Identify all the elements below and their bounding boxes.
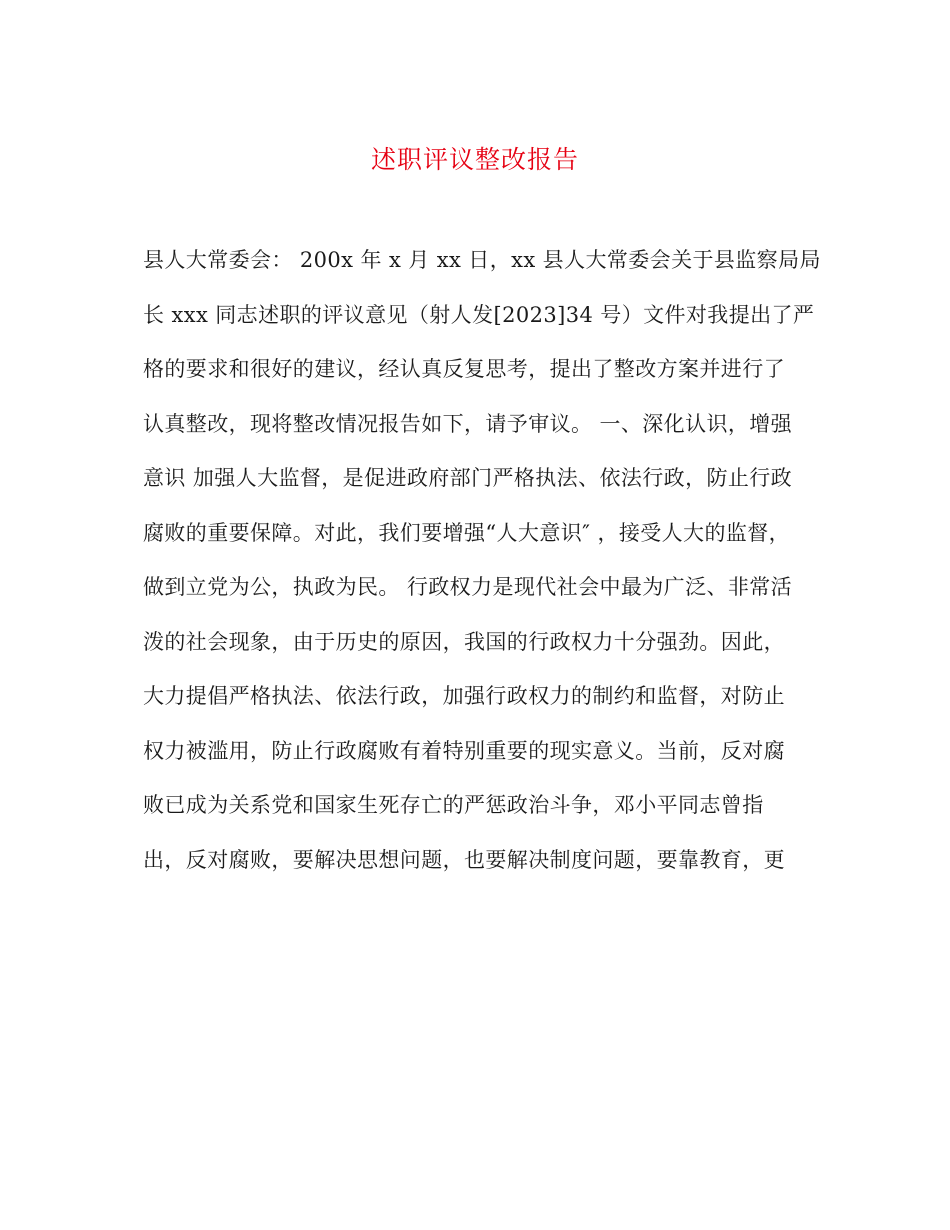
body-line: 做到立党为公，执政为民。 行政权力是现代社会中最为广泛、非常活 [143,575,793,599]
document-body [143,240,821,894]
body-line: 大力提倡严格执法、依法行政，加强行政权力的制约和监督，对防止 [143,684,785,708]
body-line: 认真整改，现将整改情况报告如下，请予审议。 一、深化认识，增强 [143,411,793,436]
body-line: 意识 加强人大监督，是促进政府部门严格执法、依法行政，防止行政 [143,466,793,490]
body-line: 腐败的重要保障。对此，我们要增强“人大意识″ ，接受人大的监督， [143,520,791,545]
body-line: 长 xxx 同志述职的评议意见（射人发[2023]34 号）文件对我提出了严 [143,302,815,327]
body-line: 泼的社会现象，由于历史的原因，我国的行政权力十分强劲。因此， [143,629,785,654]
body-line: 权力被滥用，防止行政腐败有着特别重要的现实意义。当前，反对腐 [143,738,785,763]
body-line: 出，反对腐败，要解决思想问题，也要解决制度问题，要靠教育，更 [143,847,785,872]
body-line: 县人大常委会： 200x 年 x 月 xx 日，xx 县人大常委会关于县监察局局 [143,248,821,272]
document-title: 述职评议整改报告 [370,145,579,174]
body-line: 败已成为关系党和国家生死存亡的严惩政治斗争，邓小平同志曾指 [143,793,764,817]
body-line: 格的要求和很好的建议，经认真反复思考，提出了整改方案并进行了 [143,357,785,381]
